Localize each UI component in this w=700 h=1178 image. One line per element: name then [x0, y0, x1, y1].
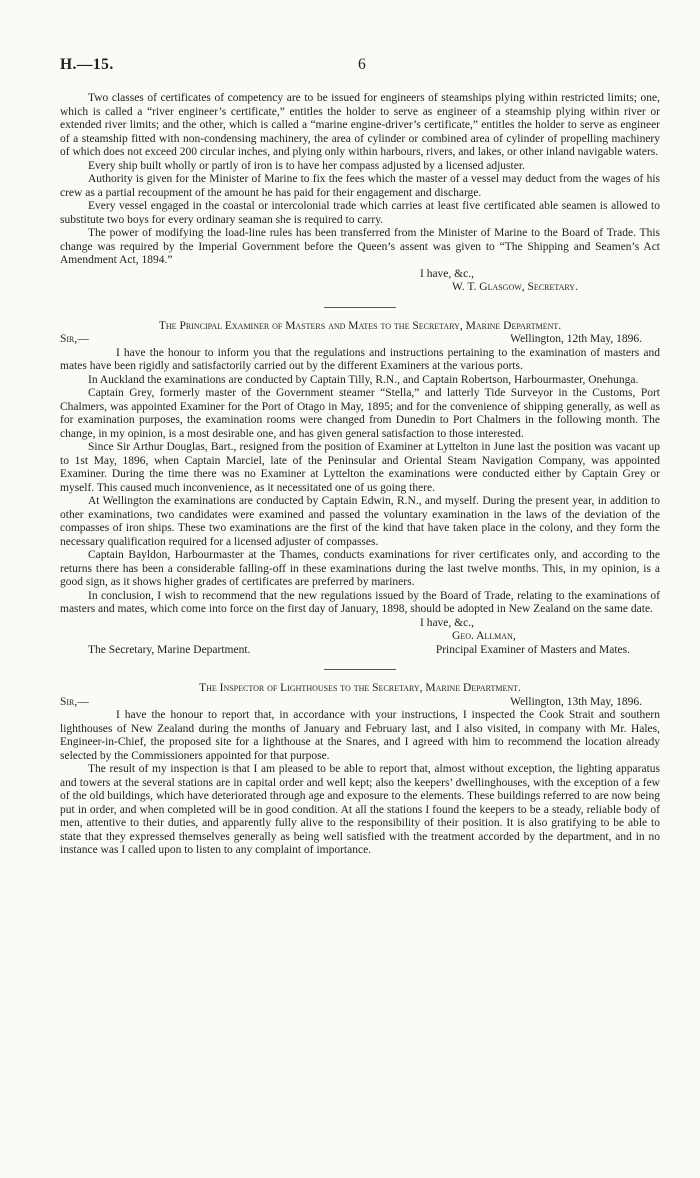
- page-number: 6: [358, 56, 366, 73]
- paragraph: In Auckland the examinations are conducted by Captain Tilly, R.N., and Captain Robertson, Harbourmaster, Onehunga.: [88, 373, 639, 386]
- paragraph: Since Sir Arthur Douglas, Bart., resigned from the position of Examiner at Lyttelton in June last the position was vacant up to 1st May, 1896, when Captain Marciel, late of the Peninsular and Oriental Steam Navigation Company, was appointed Examiner. During the time there was no Examiner at Lyttelton the examinations were conducted either by Captain Grey or myself. This caused much inconvenience, as it necessitated one of us going there.: [60, 441, 660, 494]
- closing: I have, &c.,: [420, 616, 474, 629]
- paragraph: Every ship built wholly or partly of iron is to have her compass adjusted by a licensed adjuster.: [88, 159, 525, 172]
- closing: I have, &c.,: [420, 267, 474, 280]
- letter-date: Wellington, 12th May, 1896.: [510, 333, 642, 345]
- letter-inspector-of-lighthouses: [60, 682, 660, 858]
- report-reference: H.—15.: [60, 56, 114, 73]
- paragraph: In conclusion, I wish to recommend that the new regulations issued by the Board of Trade, relating to the examinations of masters and mates, which come into force on the first day of January, 1898, should be adopted in New Zealand on the same date.: [60, 589, 660, 615]
- paragraph: The result of my inspection is that I am pleased to be able to report that, almost without exception, the lighting apparatus and towers at the several stations are in capital order and well kept; also the keepers’ dwellinghouses, with the exception of a few of the old buildings, which have deteriorated through age and exposure to the elements. These buildings referred to are now being put in order, and when completed will be in good condition. At all the stations I found the keepers to be a steady, reliable body of men, attentive to their duties, and apparently fully alive to the responsibility of their position. It is also gratifying to be able to state that they expressed themselves generally as being well satisfied with the treatment accorded by the department, and in no instance was I called upon to listen to any complaint of importance.: [60, 763, 660, 856]
- salutation: Sir,—: [60, 695, 89, 708]
- salutation: Sir,—: [60, 333, 89, 345]
- salutation-line: [60, 696, 660, 710]
- section-divider: [324, 669, 396, 670]
- document-body: [60, 92, 660, 858]
- signature: Geo. Allman,: [452, 630, 516, 642]
- paragraph: Every vessel engaged in the coastal or intercolonial trade which carries at least five certificated able seamen is allowed to substitute two boys for every ordinary seaman she is required to carry.: [60, 200, 660, 226]
- letter-principal-examiner: [60, 320, 660, 658]
- letter-secretary-continuation: [60, 92, 660, 295]
- addressee: The Secretary, Marine Department.: [88, 643, 251, 656]
- paragraph: I have the honour to report that, in accordance with your instructions, I inspected the Cook Strait and southern lighthouses of New Zealand during the months of January and February last, and I also visited, in company with Mr. Hales, Engineer-in-Chief, the proposed site for a lighthouse at the Snares, and I agreed with him to recommend the location already selected by the Commissioners appointed for that purpose.: [60, 709, 660, 762]
- signatory-title: Principal Examiner of Masters and Mates.: [435, 643, 630, 656]
- paragraph: Captain Bayldon, Harbourmaster at the Thames, conducts examinations for river certificates only, and according to the returns there has been a considerable falling-off in these examinations during the last twelve months. This, in my opinion, is a good sign, as it shows higher grades of certificates are preferred by mariners.: [60, 549, 660, 588]
- signature: W. T. Glasgow, Secretary.: [452, 281, 578, 293]
- paragraph: I have the honour to inform you that the regulations and instructions pertaining to the examination of masters and mates have been rigidly and satisfactorily carried out by the different Examiners at the various ports.: [60, 346, 660, 372]
- letter-date: Wellington, 13th May, 1896.: [510, 695, 642, 708]
- paragraph: The power of modifying the load-line rules has been transferred from the Minister of Marine to the Board of Trade. This change was required by the Imperial Government before the Queen’s assent was given to “The Shipping and Seamen’s Act Amendment Act, 1894.”: [60, 227, 660, 266]
- paragraph: Two classes of certificates of competency are to be issued for engineers of steamships plying within restricted limits; one, which is called a “river engineer’s certificate,” entitles the holder to serve as engineer of a steamship plying within river or extended river limits; and the other, which is called a “marine engine-driver’s certificate,” entitles the holder to serve as engineer of a steamship fitted with non-condensing machinery, the area of cylinder or combined area of cylinder of propelling machinery of which does not exceed 200 circular inches, and plying only within harbours, rivers, and lakes, or other inland navigable waters.: [60, 92, 660, 158]
- paragraph: At Wellington the examinations are conducted by Captain Edwin, R.N., and myself. During the present year, in addition to other examinations, two candidates were examined and passed the voluntary examination in the laws of the deviation of the compasses of iron ships. These two examinations are the first of the kind that have taken place in the colony, and they form the necessary qualification required for a licensed adjuster of compasses.: [60, 495, 660, 548]
- section-divider: [324, 307, 396, 308]
- addressee-line: [60, 644, 660, 658]
- letter-heading: The Principal Examiner of Masters and Mates to the Secretary, Marine Department.: [158, 319, 562, 332]
- salutation-line: [60, 333, 660, 347]
- paragraph: Authority is given for the Minister of Marine to fix the fees which the master of a vessel may deduct from the wages of his crew as a partial recoupment of the amount he has paid for their engagement and discharge.: [60, 173, 660, 199]
- paragraph: Captain Grey, formerly master of the Government steamer “Stella,” and latterly Tide Surveyor in the Customs, Port Chalmers, was appointed Examiner for the Port of Otago in May, 1895; and for the convenience of shipping generally, as well as for examination purposes, the examination rooms were changed from Dunedin to Port Chalmers in the following month. The change, in my opinion, is a most desirable one, and has given general satisfaction to those interested.: [60, 387, 660, 440]
- letter-heading: The Inspector of Lighthouses to the Secretary, Marine Department.: [199, 682, 521, 694]
